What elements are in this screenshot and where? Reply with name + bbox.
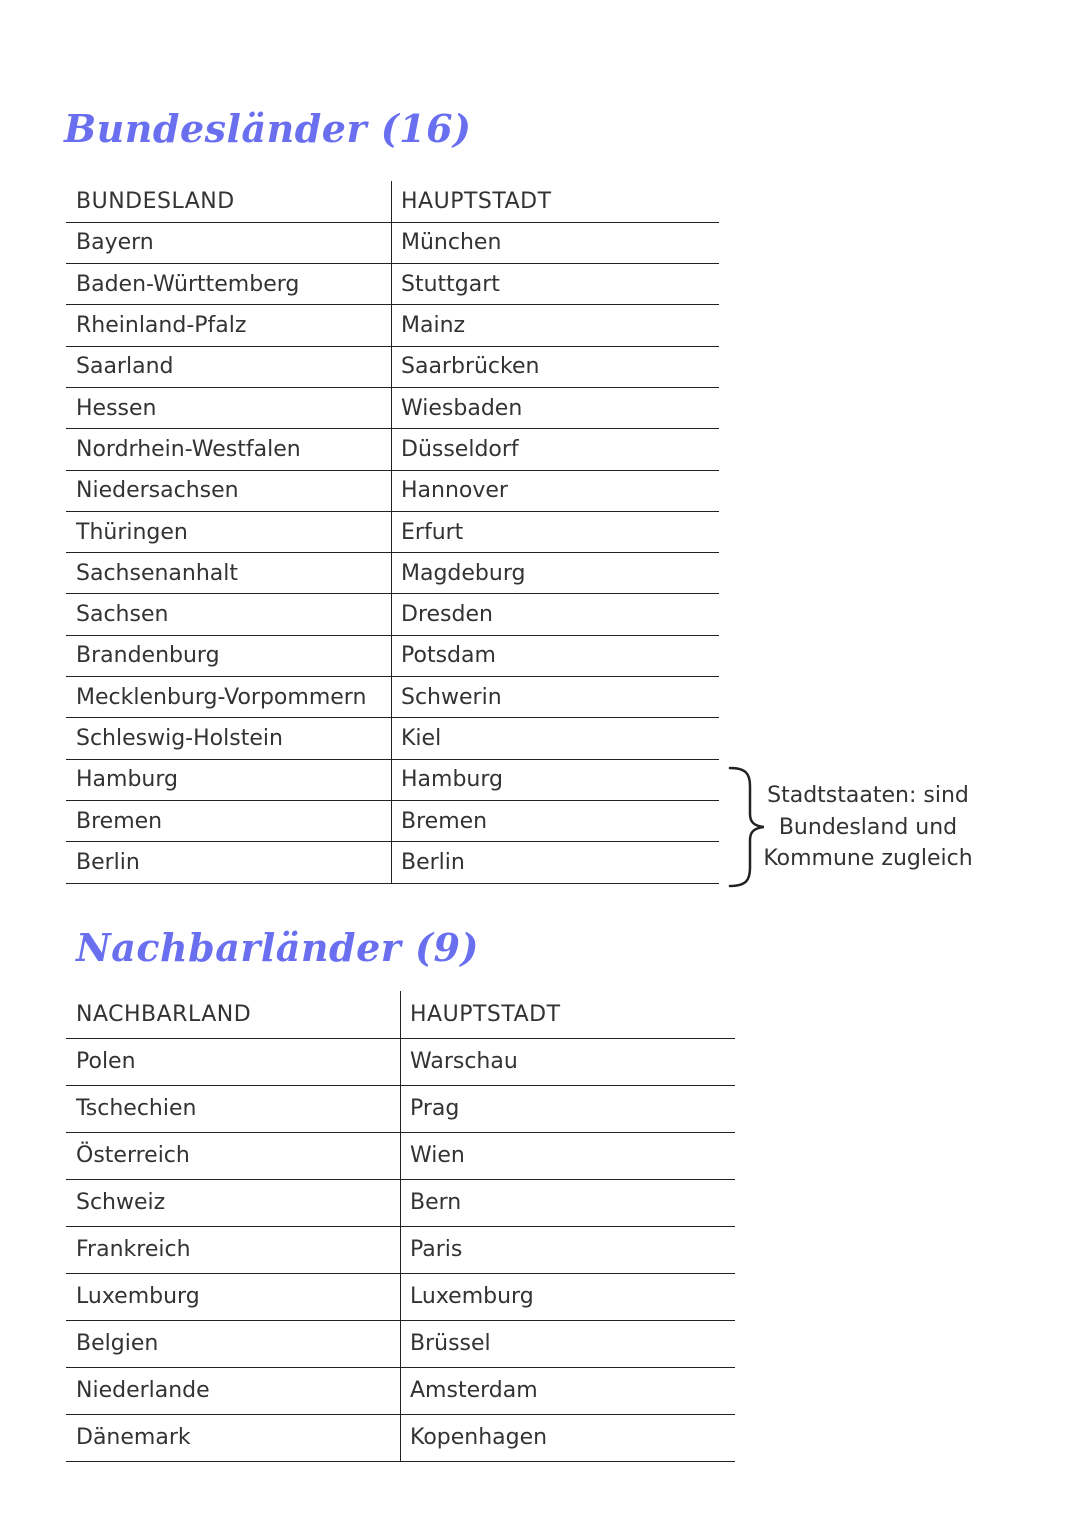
nachbarland-cell: Dänemark bbox=[66, 1414, 401, 1461]
hauptstadt-cell: Mainz bbox=[392, 305, 720, 346]
bundesland-cell: Berlin bbox=[66, 842, 392, 883]
hauptstadt-cell: München bbox=[392, 222, 720, 263]
header-nachbarland: NACHBARLAND bbox=[66, 991, 401, 1038]
hauptstadt-cell: Saarbrücken bbox=[392, 346, 720, 387]
hauptstadt-cell: Hannover bbox=[392, 470, 720, 511]
hauptstadt-cell: Kopenhagen bbox=[401, 1414, 736, 1461]
nachbarland-cell: Frankreich bbox=[66, 1226, 401, 1273]
table-row bbox=[66, 718, 719, 759]
hauptstadt-cell: Berlin bbox=[392, 842, 720, 883]
table-row bbox=[66, 305, 719, 346]
bundeslaender-table bbox=[66, 181, 719, 884]
bundesland-cell: Saarland bbox=[66, 346, 392, 387]
bundesland-cell: Baden-Württemberg bbox=[66, 264, 392, 305]
bundesland-cell: Rheinland-Pfalz bbox=[66, 305, 392, 346]
table-row bbox=[66, 1414, 735, 1461]
table-row bbox=[66, 800, 719, 841]
header-hauptstadt: HAUPTSTADT bbox=[401, 991, 736, 1038]
bundesland-cell: Sachsen bbox=[66, 594, 392, 635]
bundesland-cell: Bayern bbox=[66, 222, 392, 263]
table-row bbox=[66, 553, 719, 594]
nachbarlaender-table bbox=[66, 991, 735, 1462]
bundesland-cell: Niedersachsen bbox=[66, 470, 392, 511]
bundesland-cell: Sachsenanhalt bbox=[66, 553, 392, 594]
bundesland-cell: Hamburg bbox=[66, 759, 392, 800]
hauptstadt-cell: Wiesbaden bbox=[392, 387, 720, 428]
table-row bbox=[66, 759, 719, 800]
hauptstadt-cell: Prag bbox=[401, 1085, 736, 1132]
note-line: Bundesland und bbox=[778, 814, 958, 840]
nachbarland-cell: Niederlande bbox=[66, 1367, 401, 1414]
table-row bbox=[66, 1320, 735, 1367]
hauptstadt-cell: Dresden bbox=[392, 594, 720, 635]
hauptstadt-cell: Amsterdam bbox=[401, 1367, 736, 1414]
bundesland-cell: Schleswig-Holstein bbox=[66, 718, 392, 759]
table-row bbox=[66, 1226, 735, 1273]
table-header bbox=[66, 991, 735, 1038]
bundesland-cell: Bremen bbox=[66, 800, 392, 841]
table-row bbox=[66, 470, 719, 511]
table-row bbox=[66, 1179, 735, 1226]
nachbarland-cell: Schweiz bbox=[66, 1179, 401, 1226]
bundesland-cell: Thüringen bbox=[66, 511, 392, 552]
table-row bbox=[66, 1038, 735, 1085]
table-row bbox=[66, 1085, 735, 1132]
nachbarland-cell: Luxemburg bbox=[66, 1273, 401, 1320]
hauptstadt-cell: Erfurt bbox=[392, 511, 720, 552]
hauptstadt-cell: Paris bbox=[401, 1226, 736, 1273]
hauptstadt-cell: Stuttgart bbox=[392, 264, 720, 305]
bundesland-cell: Hessen bbox=[66, 387, 392, 428]
table-row bbox=[66, 264, 719, 305]
table-row bbox=[66, 1132, 735, 1179]
hauptstadt-cell: Düsseldorf bbox=[392, 429, 720, 470]
hauptstadt-cell: Potsdam bbox=[392, 635, 720, 676]
bundesland-cell: Nordrhein-Westfalen bbox=[66, 429, 392, 470]
stadtstaaten-note bbox=[760, 780, 976, 875]
hauptstadt-cell: Bremen bbox=[392, 800, 720, 841]
bundesland-cell: Brandenburg bbox=[66, 635, 392, 676]
note-line: Stadtstaaten: sind bbox=[767, 783, 969, 808]
nachbarland-cell: Polen bbox=[66, 1038, 401, 1085]
nachbarland-cell: Belgien bbox=[66, 1320, 401, 1367]
hauptstadt-cell: Schwerin bbox=[392, 677, 720, 718]
nachbarland-cell: Tschechien bbox=[66, 1085, 401, 1132]
nachbarlaender-title: Nachbarländer (9) bbox=[76, 925, 479, 970]
hauptstadt-cell: Bern bbox=[401, 1179, 736, 1226]
table-row bbox=[66, 222, 719, 263]
table-row bbox=[66, 842, 719, 883]
table-row bbox=[66, 511, 719, 552]
hauptstadt-cell: Brüssel bbox=[401, 1320, 736, 1367]
hauptstadt-cell: Luxemburg bbox=[401, 1273, 736, 1320]
table-row bbox=[66, 1273, 735, 1320]
table-row bbox=[66, 677, 719, 718]
hauptstadt-cell: Hamburg bbox=[392, 759, 720, 800]
nachbarland-cell: Österreich bbox=[66, 1132, 401, 1179]
table-row bbox=[66, 429, 719, 470]
bundeslaender-title: Bundesländer (16) bbox=[64, 106, 472, 151]
header-bundesland: BUNDESLAND bbox=[66, 181, 392, 222]
hauptstadt-cell: Magdeburg bbox=[392, 553, 720, 594]
bundesland-cell: Mecklenburg-Vorpommern bbox=[66, 677, 392, 718]
hauptstadt-cell: Wien bbox=[401, 1132, 736, 1179]
hauptstadt-cell: Warschau bbox=[401, 1038, 736, 1085]
brace-icon bbox=[724, 764, 764, 890]
table-row bbox=[66, 346, 719, 387]
note-line: Kommune zugleich bbox=[763, 846, 973, 871]
table-row bbox=[66, 1367, 735, 1414]
hauptstadt-cell: Kiel bbox=[392, 718, 720, 759]
table-row bbox=[66, 594, 719, 635]
table-row bbox=[66, 635, 719, 676]
table-header bbox=[66, 181, 719, 222]
header-hauptstadt: HAUPTSTADT bbox=[392, 181, 720, 222]
table-row bbox=[66, 387, 719, 428]
